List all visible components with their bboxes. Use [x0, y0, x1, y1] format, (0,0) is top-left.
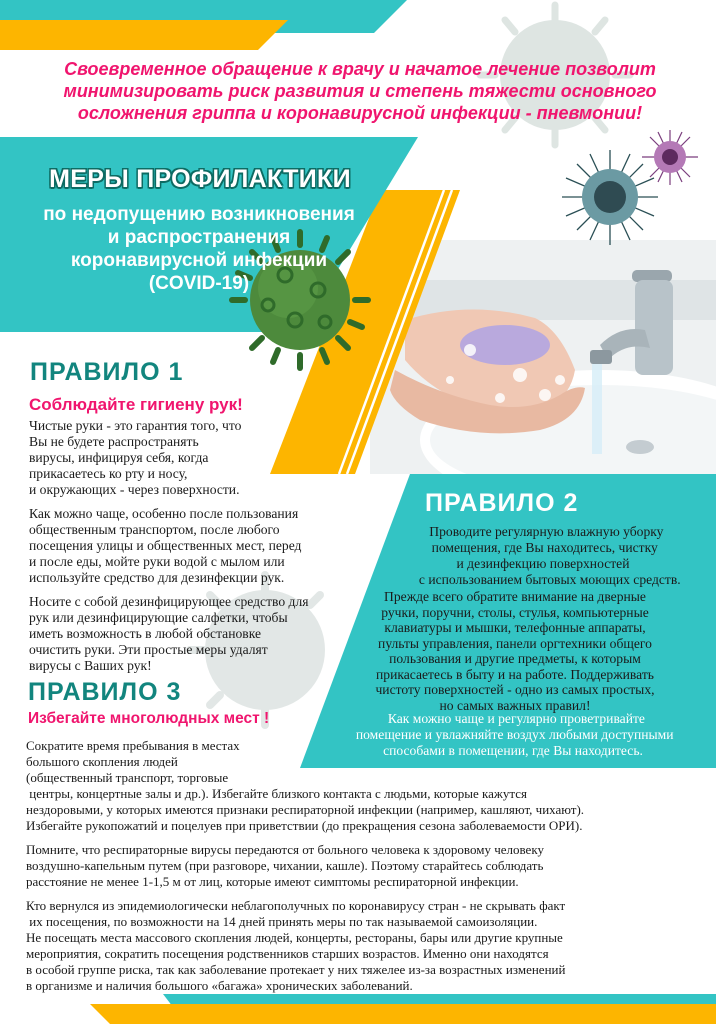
rule3-body — [26, 786, 706, 1002]
text-line: способами в помещении, где Вы находитесь. — [383, 743, 643, 758]
rule1-paragraph — [29, 594, 329, 674]
banner-subtitle-line: (COVID-19) — [148, 273, 250, 294]
rule3-paragraph — [26, 842, 706, 890]
intro-line: Своевременное обращение к врачу и начатое лечение позволит — [64, 59, 656, 79]
intro-warning — [20, 58, 700, 124]
text-line: Вы не будете распространять — [29, 434, 199, 449]
text-line: большого скопления людей — [26, 754, 178, 769]
text-line: расстояние не менее 1-1,5 м от лиц, которые имеют симптомы респираторной инфекции. — [26, 874, 519, 889]
text-line: центры, концертные залы и др.). Избегайте близкого контакта с людьми, которые кажутся — [26, 786, 527, 801]
rule3-paragraph — [26, 898, 706, 994]
top-orange-stripe — [0, 20, 288, 50]
text-line: клавиатуры и мышки, телефонные аппараты, — [384, 620, 646, 635]
text-line: посещения улицы и общественных мест, перед — [29, 538, 302, 553]
text-line: чистоту поверхностей - одно из самых простых, — [375, 682, 655, 697]
text-line: пульты управления, панели оргтехники общего — [378, 635, 652, 651]
banner-title: МЕРЫ ПРОФИЛАКТИКИ — [49, 165, 351, 193]
banner-subtitle — [14, 203, 384, 295]
rule1-body — [29, 418, 329, 682]
bottom-orange-stripe — [90, 1004, 716, 1024]
text-line: очистить руки. Эти простые меры удалят — [29, 642, 268, 657]
rule1-paragraph — [29, 418, 329, 498]
rule2-paragraph — [330, 589, 700, 713]
text-line: с использованием бытовых моющих средств. — [405, 572, 681, 587]
text-line: используйте средство для дезинфекции рук. — [29, 570, 285, 585]
rule2-ventilation-paragraph — [318, 711, 708, 759]
rule1-title: ПРАВИЛО 1 — [30, 358, 184, 386]
text-line: прикасаетесь в быту и на работе. Поддерживать — [376, 666, 654, 682]
text-line: в организме и наличия большого «багажа» хронических заболеваний. — [26, 978, 413, 993]
banner-subtitle-line: и распространения — [107, 227, 291, 248]
rule2-paragraph — [378, 524, 708, 588]
text-line: Чистые руки - это гарантия того, что — [29, 418, 242, 433]
text-line: вирусы, инфицируя себя, когда — [29, 450, 209, 465]
rule2-title: ПРАВИЛО 2 — [425, 489, 579, 517]
text-line: (общественный транспорт, торговые — [26, 770, 229, 785]
text-line: общественным транспортом, после любого — [29, 522, 280, 537]
text-line: Прежде всего обратите внимание на дверные — [384, 589, 646, 604]
text-line: Носите с собой дезинфицирующее средство для — [29, 594, 309, 609]
text-line: Не посещать места массового скопления людей, концерты, рестораны, бары или другие крупные — [26, 930, 563, 945]
purple-virus-icon — [642, 130, 698, 185]
text-line: помещение и увлажняйте воздух любыми доступными — [352, 727, 674, 742]
text-line: пользования и другие предметы, к которым — [389, 651, 641, 666]
text-line: Помните, что респираторные вирусы передаются от больного человека к здоровому человеку — [26, 842, 544, 857]
rule3-paragraph — [26, 786, 706, 834]
text-line: воздушно-капельным путем (при разговоре, чихании, кашле). Поэтому старайтесь соблюдать — [26, 858, 544, 873]
intro-line: минимизировать риск развития и степень тяжести основного — [63, 81, 657, 101]
banner-subtitle-line: по недопущению возникновения — [43, 204, 355, 225]
text-line: Избегайте рукопожатий и поцелуев при приветствии (до прекращения сезона заболеваемости ОРИ). — [26, 818, 583, 833]
text-line: Проводите регулярную влажную уборку — [422, 524, 664, 539]
text-line: вирусы с Ваших рук! — [29, 658, 152, 673]
text-line: Кто вернулся из эпидемиологически неблагополучных по коронавирусу стран - не скрывать факт — [26, 898, 566, 913]
rule3-intro — [26, 738, 306, 786]
text-line: и окружающих - через поверхности. — [29, 482, 240, 497]
text-line: мероприятия, сократить посещения родственников старших возрастов. Именно они находятся — [26, 946, 549, 961]
teal-virus-icon — [562, 150, 658, 245]
banner-subtitle-line: коронавирусной инфекции — [70, 250, 328, 271]
text-line: иметь возможность в любой обстановке — [29, 626, 262, 641]
text-line: в особой группе риска, так как заболевание протекает у них тяжелее из-за возрастных изменений — [26, 962, 566, 977]
text-line: их посещения, по возможности на 14 дней принять меры по так называемой самоизоляции. — [26, 914, 538, 929]
text-line: Сократите время пребывания в местах — [26, 738, 240, 753]
rule3-subtitle: Избегайте многолюдных мест ! — [28, 710, 270, 727]
intro-line: осложнения гриппа и коронавирусной инфекции - пневмонии! — [77, 103, 643, 123]
rule1-subtitle: Соблюдайте гигиену рук! — [29, 395, 243, 414]
text-line: Как можно чаще, особенно после пользования — [29, 506, 299, 521]
text-line: рук или дезинфицирующие салфетки, чтобы — [29, 610, 288, 625]
text-line: и после еды, мойте руки водой с мылом или — [29, 554, 285, 569]
rule1-paragraph — [29, 506, 329, 586]
text-line: нездоровыми, у которых имеются признаки респираторной инфекции (например, кашляют, чихают). — [26, 802, 585, 817]
text-line: прикасаетесь ко рту и носу, — [29, 466, 188, 481]
rule3-title: ПРАВИЛО 3 — [28, 678, 182, 706]
text-line: и дезинфекцию поверхностей — [456, 556, 630, 571]
text-line: Как можно чаще и регулярно проветривайте — [381, 711, 645, 726]
text-line: ручки, поручни, столы, стулья, компьютерные — [381, 604, 649, 620]
text-line: но самых важных правил! — [439, 697, 591, 713]
text-line: помещения, где Вы находитесь, чистку — [428, 540, 658, 555]
